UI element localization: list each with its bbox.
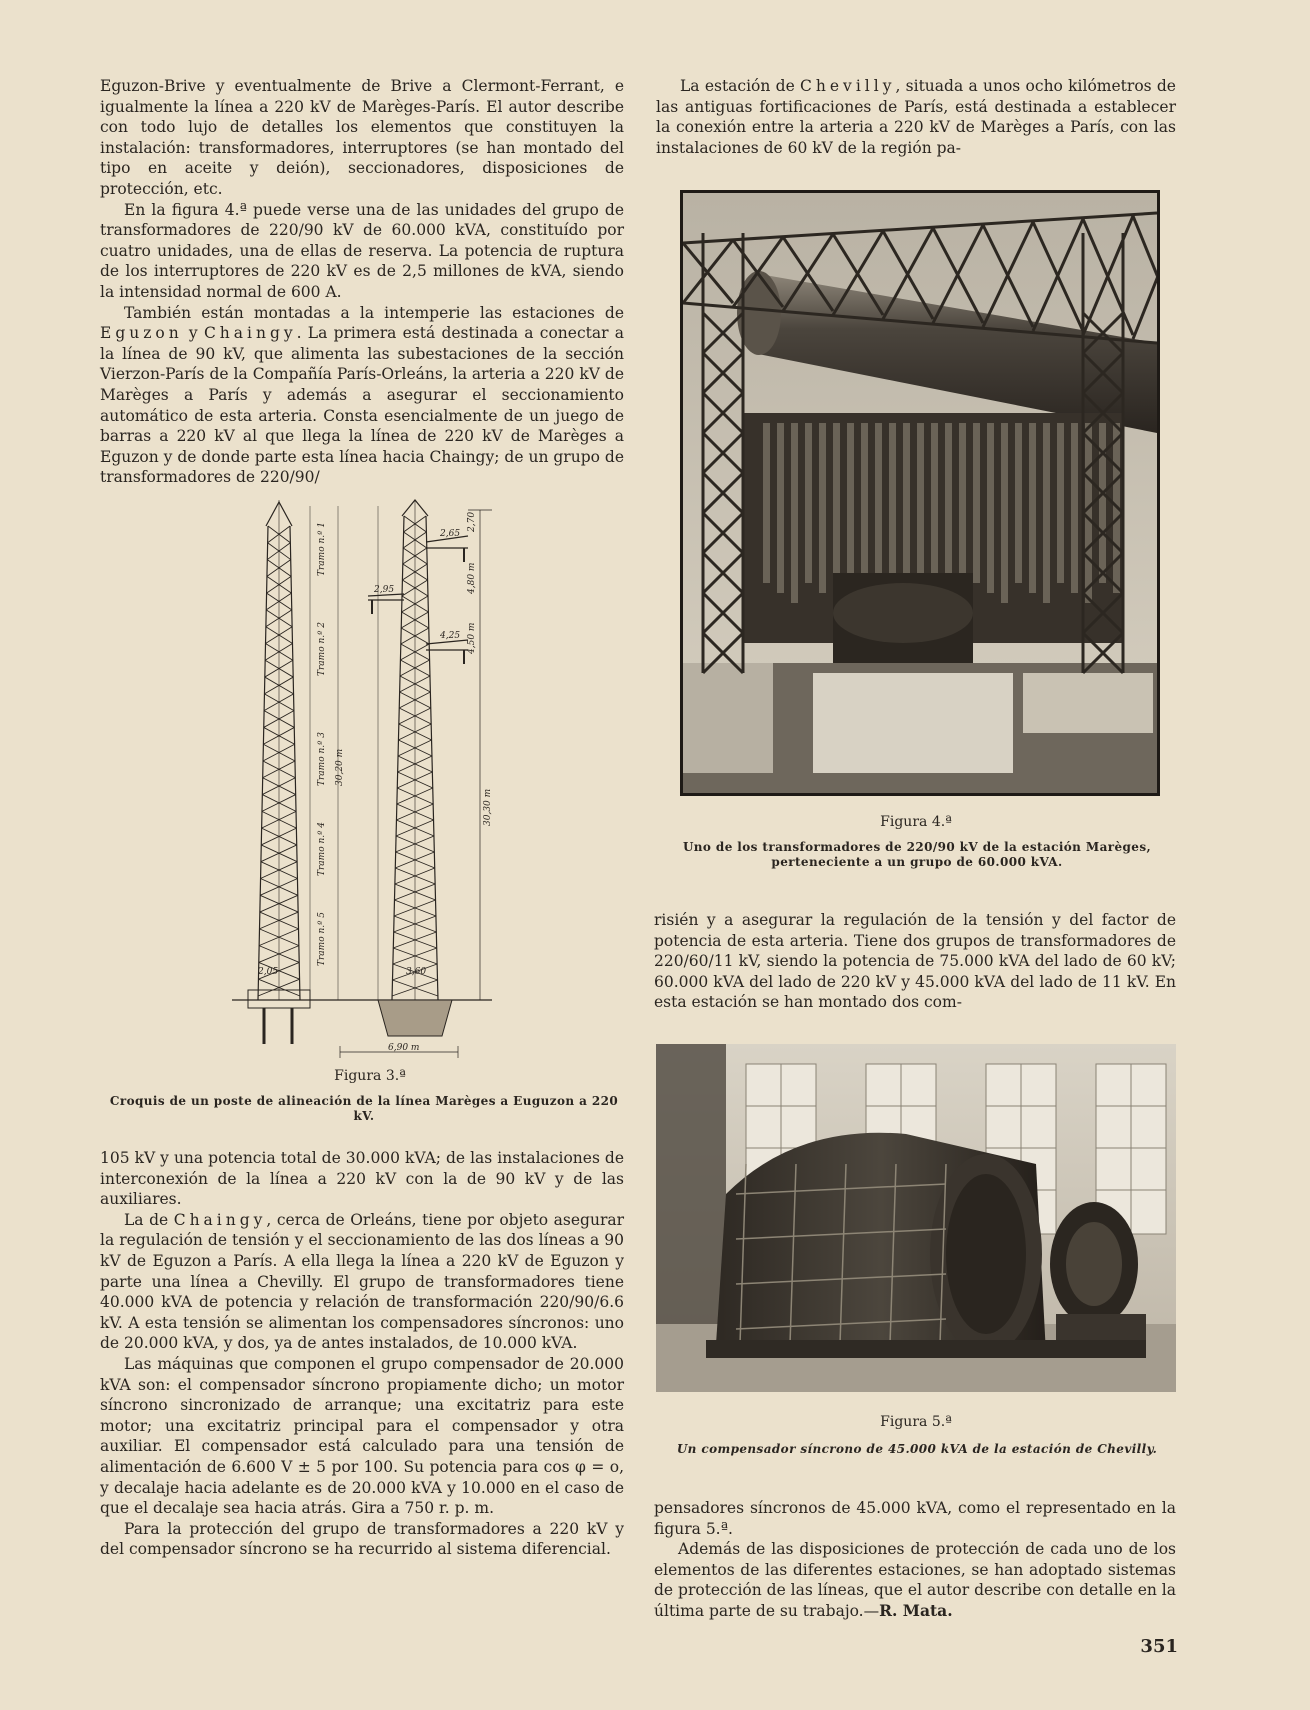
dim-label-base2: 3,60 — [406, 967, 427, 977]
figure-5-caption: Un compensador síncrono de 45.000 kVA de la estación de Chevilly. — [676, 1442, 1158, 1456]
figure-4-caption: Uno de los transformadores de 220/90 kV de la estación Marèges, perteneciente a un grupo de 60.000 kVA. — [682, 840, 1152, 869]
paragraph: En la figura 4.ª puede verse una de las unidades del grupo de transformadores de 220/90 kV de 60.000 kVA, constituído por cuatro unidades, una de ellas de reserva. La potencia de ruptura de los interruptores de 220 kV es de 2,5 millones de kVA, siendo la intensidad normal de 600 A. — [100, 200, 624, 301]
dim-label-right2: 4,80 m — [467, 562, 477, 594]
page-number: 351 — [1140, 1636, 1178, 1657]
paragraph: pensadores síncronos de 45.000 kVA, como el representado en la figura 5.ª. — [654, 1499, 1176, 1538]
tramo-label-1: Tramo n.º 1 — [317, 522, 327, 576]
tramo-label-5: Tramo n.º 5 — [317, 912, 327, 966]
paragraph: Eguzon-Brive y eventualmente de Brive a Clermont-Ferrant, e igualmente la línea a 220 kV de Marèges-París. El autor describe con todo lujo de detalles los elementos que constituyen la instalación: transformadores, interruptores (se han montado del tipo en aceite y deión), seccionadores, disposiciones de protección, etc. — [100, 77, 624, 198]
figure-4-transformer-photo — [680, 190, 1160, 796]
right-column-top-text — [656, 76, 1176, 158]
dim-label-right3: 4,50 m — [467, 622, 477, 654]
paragraph: Las máquinas que componen el grupo compensador de 20.000 kVA son: el compensador síncrono propiamente dicho; un motor síncrono sincronizado de arranque; una excitatriz para este motor; una excitatriz principal para el compensador y otra auxiliar. El compensador está calculado para una tensión de alimentación de 6.600 V ± 5 por 100. Su potencia para cos φ = o, y decalaje hacia adelante es de 20.000 kVA y 10.000 en el caso de que el decalaje sea hacia atrás. Gira a 750 r. p. m. — [100, 1354, 624, 1518]
paragraph: Además de las disposiciones de protección de cada uno de los elementos de las diferentes estaciones, se han adoptado sistemas de protección de las líneas, que el autor describe con detalle en la última parte de su trabajo.—R. Mata. — [654, 1540, 1176, 1620]
right-column-bottom-text — [654, 1498, 1176, 1622]
place-name-eguzon: Eguzon — [100, 324, 183, 343]
paragraph: 105 kV y una potencia total de 30.000 kVA; de las instalaciones de interconexión de la línea a 220 kV con la de 90 kV y de las auxiliares. — [100, 1149, 624, 1209]
left-column-bottom-text — [100, 1148, 624, 1560]
dim-label-width: 6,90 m — [388, 1043, 420, 1053]
figure-3-title: Figura 3.ª — [334, 1068, 406, 1084]
tramo-label-3: Tramo n.º 3 — [317, 732, 327, 786]
figure-5-title: Figura 5.ª — [880, 1414, 952, 1430]
dim-label-top2: 2,95 — [374, 585, 395, 595]
dim-label-mid: 30,20 m — [335, 748, 345, 786]
dim-label-total: 30,30 m — [483, 788, 493, 826]
paragraph: La estación de Chevilly, situada a unos ocho kilómetros de las antiguas fortificaciones de París, está destinada a establecer la conexión entre la arteria a 220 kV de Marèges a París, con las instalaciones de 60 kV de la región pa- — [656, 77, 1176, 157]
figure-5-compensator-photo — [656, 1044, 1176, 1392]
place-name-chaingy: Chaingy — [203, 324, 297, 343]
dim-label-right1: 2,70 — [467, 511, 477, 532]
paragraph: También están montadas a la intemperie las estaciones de Eguzon y Chaingy. La primera está destinada a conectar a la línea de 90 kV, que alimenta las subestaciones de la sección Vierzon-París de la Compañía París-Orleáns, la arteria a 220 kV de Marèges a París y además a asegurar el seccionamiento automático de esta arteria. Consta esencialmente de un juego de barras a 220 kV al que llega la línea de 220 kV de Marèges a Eguzon y de donde parte esta línea hacia Chaingy; de un grupo de transformadores de 220/90/ — [100, 303, 624, 487]
tramo-label-2: Tramo n.º 2 — [317, 622, 327, 676]
figure-3-tower-sketch — [228, 496, 496, 1066]
figure-3-caption: Croquis de un poste de alineación de la línea Marèges a Euguzon a 220 kV. — [109, 1094, 619, 1123]
paragraph: Para la protección del grupo de transformadores a 220 kV y del compensador síncrono se ha recurrido al sistema diferencial. — [100, 1519, 624, 1559]
place-name-chaingy: Chaingy — [173, 1210, 267, 1229]
left-column-top-text — [100, 76, 624, 488]
paragraph: La de Chaingy, cerca de Orleáns, tiene por objeto asegurar la regulación de tensión y el seccionamiento de las dos líneas a 90 kV de Eguzon a París. A ella llega la línea a 220 kV de Eguzon y parte una línea a Chevilly. El grupo de transformadores tiene 40.000 kVA de potencia y relación de transformación 220/90/6.6 kV. A esta tensión se alimentan los compensadores síncronos: uno de 20.000 kVA, y dos, ya de antes instalados, de 10.000 kVA. — [100, 1210, 624, 1353]
right-column-middle-text — [654, 910, 1176, 1013]
tramo-label-4: Tramo n.º 4 — [317, 822, 327, 876]
dim-label-base1: 2,05 — [258, 967, 279, 977]
figure-4-title: Figura 4.ª — [880, 814, 952, 830]
dim-label-top3: 4,25 — [440, 631, 461, 641]
dim-label-top1: 2,65 — [440, 529, 461, 539]
paragraph: risién y a asegurar la regulación de la tensión y del factor de potencia de esta arteria. Tiene dos grupos de transformadores de 220/60/11 kV, siendo la potencia de 75.000 kVA del lado de 60 kV; 60.000 kVA del lado de 220 kV y 45.000 kVA del lado de 11 kV. En esta estación se han montado dos com- — [654, 911, 1176, 1012]
place-name-chevilly: Chevilly — [800, 77, 896, 95]
author-signature: R. Mata. — [879, 1600, 953, 1620]
